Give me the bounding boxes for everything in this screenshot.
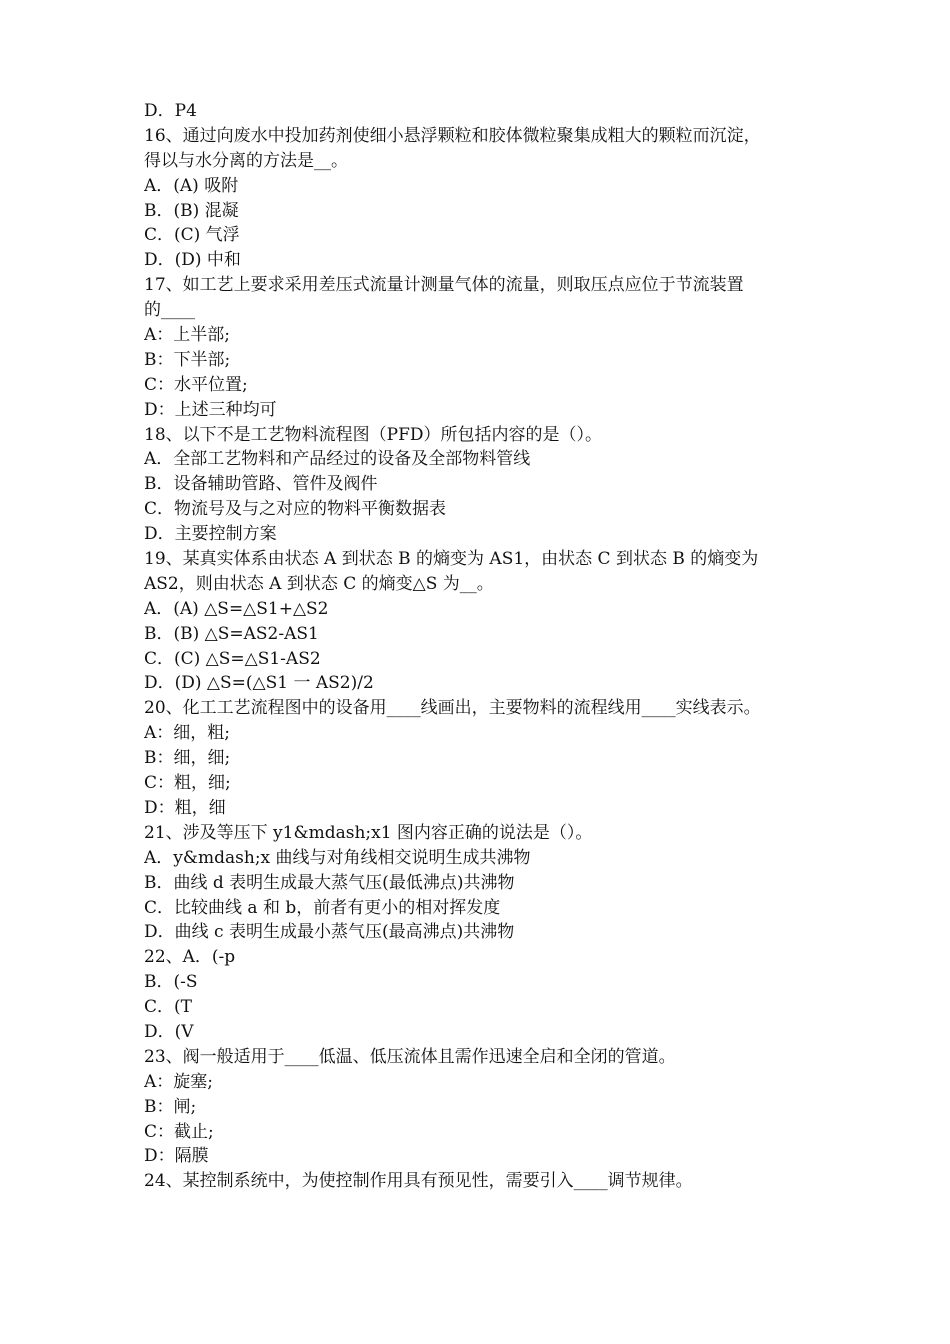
question-19-text-cont: AS2，则由状态 A 到状态 C 的熵变△S 为__。 xyxy=(144,573,494,594)
answer-option: D．(V xyxy=(144,1021,194,1042)
question-22-text: 22、A．(-p xyxy=(144,947,236,968)
answer-option: A：上半部; xyxy=(144,325,231,346)
question-24-text: 24、某控制系统中，为使控制作用具有预见性，需要引入____调节规律。 xyxy=(144,1171,693,1192)
question-text-block xyxy=(144,99,824,1194)
answer-option: B．曲线 d 表明生成最大蒸气压(最低沸点)共沸物 xyxy=(144,872,515,893)
answer-option: B：下半部; xyxy=(144,349,231,370)
answer-option: A：细，粗; xyxy=(144,723,231,744)
question-16-text-cont: 得以与水分离的方法是__。 xyxy=(144,150,348,171)
question-17-text: 17、如工艺上要求采用差压式流量计测量气体的流量，则取压点应位于节流装置 xyxy=(144,275,744,296)
answer-option: B：闸; xyxy=(144,1096,197,1117)
answer-option: D．主要控制方案 xyxy=(144,524,277,545)
question-23-text: 23、阀一般适用于____低温、低压流体且需作迅速全启和全闭的管道。 xyxy=(144,1046,676,1067)
answer-option: C．(T xyxy=(144,997,192,1018)
answer-option: D．(D) 中和 xyxy=(144,250,241,271)
answer-option: C：截止; xyxy=(144,1121,214,1142)
question-19-text: 19、某真实体系由状态 A 到状态 B 的熵变为 AS1，由状态 C 到状态 B 的熵变为 xyxy=(144,549,759,570)
answer-option: B．(B) △S=AS2-AS1 xyxy=(144,623,319,644)
answer-option: B：细，细; xyxy=(144,748,231,769)
answer-option: A．y&mdash;x 曲线与对角线相交说明生成共沸物 xyxy=(144,847,531,868)
answer-option: D．(D) △S=(△S1 一 AS2)/2 xyxy=(144,673,374,694)
answer-option: A．(A) 吸附 xyxy=(144,175,239,196)
answer-option: C：水平位置; xyxy=(144,374,248,395)
answer-option: C．(C) 气浮 xyxy=(144,225,240,246)
answer-option: D：粗，细 xyxy=(144,797,226,818)
answer-option: A．全部工艺物料和产品经过的设备及全部物料管线 xyxy=(144,449,531,470)
question-17-text-cont: 的____ xyxy=(144,300,195,321)
answer-option: C．(C) △S=△S1-AS2 xyxy=(144,648,321,669)
answer-option: A：旋塞; xyxy=(144,1071,214,1092)
answer-option: D．P4 xyxy=(144,101,197,121)
question-21-text: 21、涉及等压下 y1&mdash;x1 图内容正确的说法是（）。 xyxy=(144,822,593,843)
answer-option: C．物流号及与之对应的物料平衡数据表 xyxy=(144,499,447,520)
answer-option: B．设备辅助管路、管件及阀件 xyxy=(144,474,378,495)
answer-option: B．(-S xyxy=(144,972,198,993)
question-20-text: 20、化工工艺流程图中的设备用____线画出，主要物料的流程线用____实线表示。 xyxy=(144,698,761,719)
question-16-text: 16、通过向废水中投加药剂使细小悬浮颗粒和胶体微粒聚集成粗大的颗粒而沉淀， xyxy=(144,125,761,146)
answer-option: D：隔膜 xyxy=(144,1146,209,1167)
answer-option: C：粗，细; xyxy=(144,773,231,794)
answer-option: C．比较曲线 a 和 b，前者有更小的相对挥发度 xyxy=(144,897,501,918)
answer-option: D．曲线 c 表明生成最小蒸气压(最高沸点)共沸物 xyxy=(144,922,515,943)
question-18-text: 18、以下不是工艺物料流程图（PFD）所包括内容的是（）。 xyxy=(144,424,602,445)
answer-option: A．(A) △S=△S1+△S2 xyxy=(144,598,329,619)
answer-option: B．(B) 混凝 xyxy=(144,200,239,221)
answer-option: D：上述三种均可 xyxy=(144,399,277,420)
